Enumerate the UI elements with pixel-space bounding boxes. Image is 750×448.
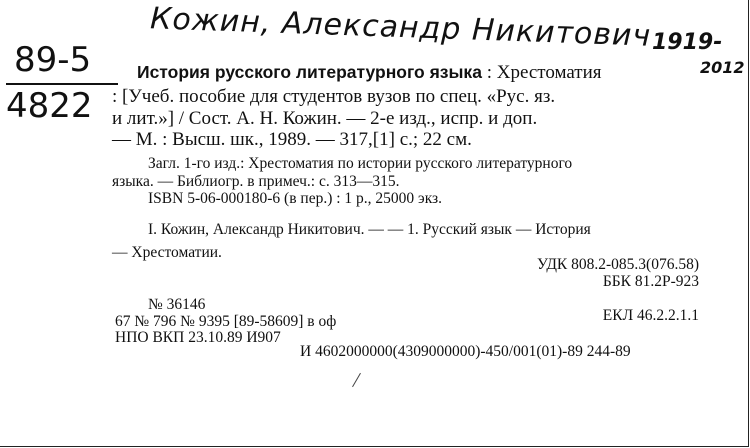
- note-line-1: Загл. 1-го изд.: Хрестоматия по истории русского литературного: [148, 155, 573, 172]
- udk-code: УДК 808.2-085.3(076.58): [536, 256, 699, 273]
- shelfmark-rule: [6, 83, 118, 85]
- handwritten-shelfmark-top: 89-5: [14, 40, 92, 80]
- isbn-line: ISBN 5-06-000180-6 (в пер.) : 1 р., 25000 экз.: [148, 190, 443, 207]
- handwritten-author: Кожин, Александр Никитович: [149, 1, 652, 54]
- footer-line-2: НПО ВКП 23.10.89 И907: [115, 329, 281, 346]
- pen-mark: [352, 373, 361, 387]
- footer-line-1: 67 № 796 № 9395 [89-58609] в оф: [115, 313, 337, 330]
- ekl-code: ЕКЛ 46.2.2.1.1: [602, 307, 699, 324]
- footer-line-3: И 4602000000(4309000000)-450/001(01)-89 244-89: [300, 343, 631, 360]
- bbk-code: ББК 81.2Р-923: [602, 273, 699, 290]
- book-title: История русского литературного языка: [137, 62, 482, 82]
- handwritten-shelfmark-bottom: 4822: [6, 86, 93, 126]
- tracing-line-1: I. Кожин, Александр Никитович. — — 1. Русский язык — История: [148, 221, 591, 238]
- title-line-1: [137, 62, 602, 84]
- handwritten-years-end: 2012: [700, 58, 745, 77]
- note-line-2: языка. — Библиогр. в примеч.: с. 313—315.: [112, 173, 400, 190]
- footer-number: № 36146: [148, 296, 206, 313]
- handwritten-years: 1919-: [652, 30, 723, 55]
- title-line-2: : [Учеб. пособие для студентов вузов по спец. «Рус. яз.: [112, 86, 556, 107]
- title-rest: : Хрестоматия: [481, 62, 602, 83]
- title-line-3: и лит.»] / Сост. А. Н. Кожин. — 2-е изд., испр. и доп.: [112, 108, 538, 129]
- title-line-4: — М. : Высш. шк., 1989. — 317,[1] с.; 22 см.: [112, 129, 472, 150]
- tracing-line-2: — Хрестоматии.: [112, 244, 222, 261]
